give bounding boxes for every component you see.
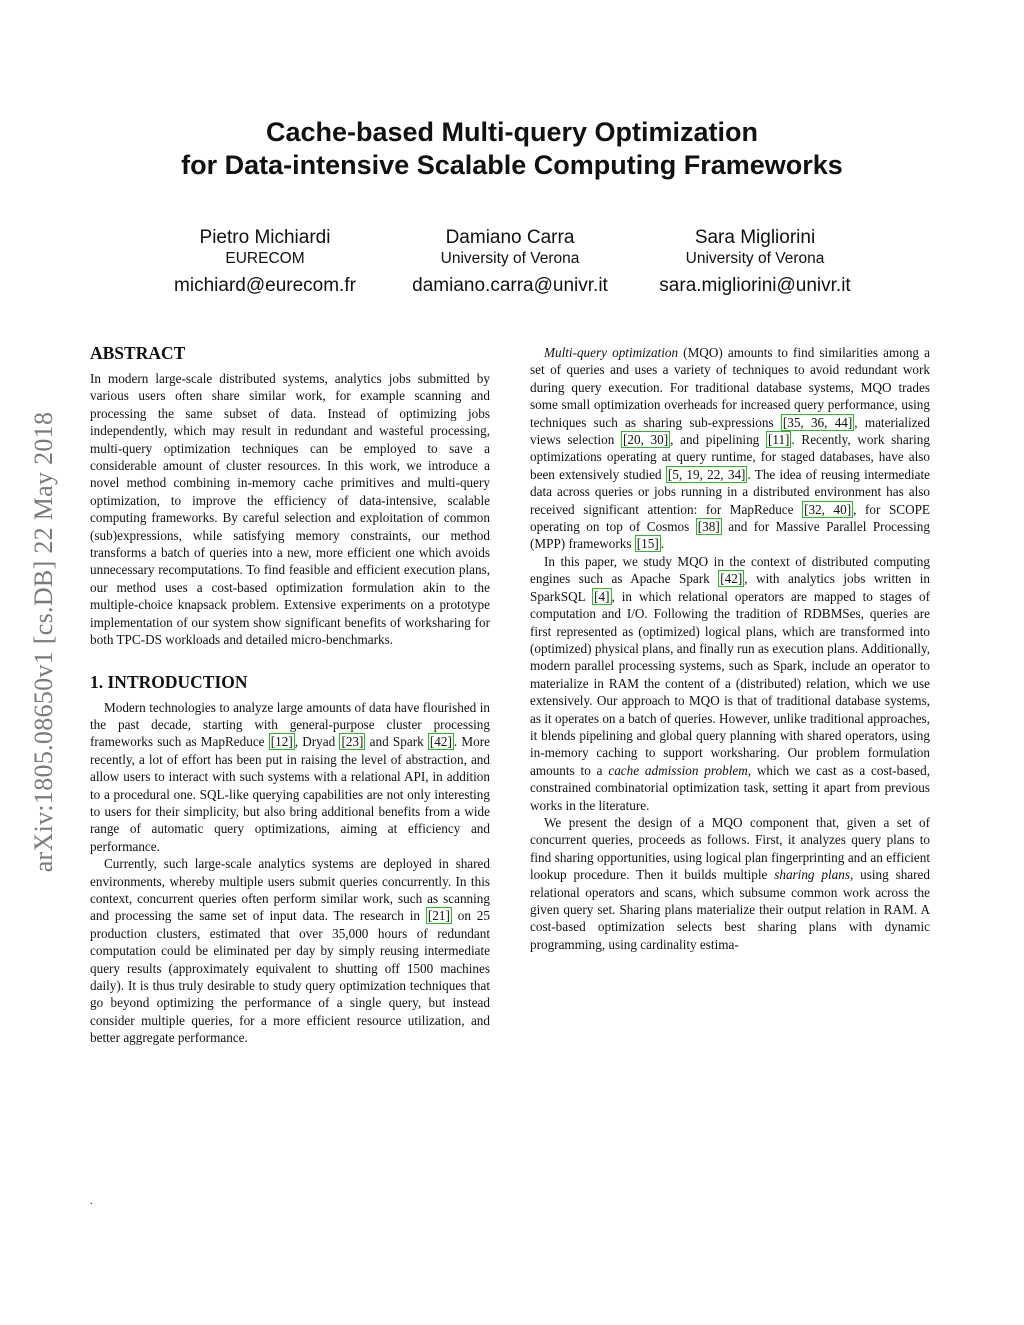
intro-paragraph-5: We present the design of a MQO component that, given a set of concurrent queries, proceeds as follows. First, it analyzes query plans to find sharing opportunities, using logical plan fingerprinting and an efficient lookup procedure. Then it builds multiple sharing plans, using shared relational operators and scans, which subsume common work across the given query set. Sharing plans materialize their output relation in RAM. A cost-based optimization selects best sharing plans with dynamic programming, using cardinality estima- (530, 814, 930, 952)
footer-mark: . (90, 1196, 93, 1207)
citation-link[interactable]: [38] (697, 519, 720, 535)
citation-link[interactable]: [35, 36, 44] (782, 414, 853, 430)
citation-link[interactable]: [5, 19, 22, 34] (667, 466, 746, 482)
right-column (530, 344, 930, 953)
author-name: Pietro Michiardi (199, 227, 331, 248)
author-email[interactable]: sara.migliorini@univr.it (659, 275, 851, 296)
citation-link[interactable]: [21] (427, 908, 450, 924)
citation-link[interactable]: [23] (341, 734, 364, 750)
author-affiliation: University of Verona (685, 250, 825, 267)
author-email[interactable]: michiard@eurecom.fr (174, 275, 356, 296)
citation-link[interactable]: [12] (270, 734, 293, 750)
author-email[interactable]: damiano.carra@univr.it (412, 275, 608, 296)
abstract-heading: ABSTRACT (90, 343, 186, 363)
paper-title (0, 116, 1024, 182)
author-block-2 (380, 226, 640, 298)
author-name: Damiano Carra (445, 227, 575, 248)
title-line-2: for Data-intensive Scalable Computing Frameworks (181, 150, 843, 180)
left-column (90, 342, 490, 1047)
arxiv-identifier[interactable]: arXiv:1805.08650v1 [cs.DB] 22 May 2018 (29, 411, 58, 873)
title-line-1: Cache-based Multi-query Optimization (265, 117, 759, 147)
citation-link[interactable]: [42] (429, 734, 452, 750)
intro-paragraph-3: Multi-query optimization (MQO) amounts to find similarities among a set of queries and uses a variety of techniques to avoid redundant work during query execution. For traditional database systems, MQO trades some small optimization overheads for increased query performance, using techniques such as sharing sub-expressions [35, 36, 44] , materialized views selection [20, 30] , and pipelining [11] . Recently, work sharing optimizations operating at query runtime, for staged databases, have also been extensively studied [5, 19, 22, 34] . The idea of reusing intermediate data across queries or jobs running in a distributed environment has also received significant attention: for MapReduce [32, 40] , for SCOPE operating on top of Cosmos [38] and for Massive Parallel Processing (MPP) frameworks [15] . (530, 345, 931, 552)
citation-link[interactable]: [32, 40] (804, 501, 852, 517)
intro-paragraph-4: In this paper, we study MQO in the context of distributed computing engines such as Apache Spark [42] , with analytics jobs written in SparkSQL [4] , in which relational operators are mapped to stages of computation and I/O. Following the tradition of RDBMSes, queries are first represented as (optimized) logical plans, which are transformed into (optimized) physical plans, and finally run as execution plans. Additionally, modern parallel processing systems, such as Spark, include an operator to materialize in RAM the content of a (distributed) relation, which we use extensively. Our approach to MQO is that of traditional database systems, as it operates on a batch of queries. However, unlike traditional approaches, it blends pipelining and global query planning with shared operators, using in-memory caching to support worksharing. Our problem formulation amounts to a cache admission problem, which we cast as a cost-based, constrained combinatorial optimization task, setting it apart from previous works in the literature. (530, 553, 930, 813)
author-block-3 (625, 226, 885, 298)
citation-link[interactable]: [15] (636, 536, 659, 552)
citation-link[interactable]: [42] (720, 571, 743, 587)
author-block-1 (135, 226, 395, 298)
intro-paragraph-2: Currently, such large-scale analytics systems are deployed in shared environments, whereby multiple users submit queries concurrently. In this context, concurrent queries often perform similar work, such as scanning and processing the same set of input data. The research in [21] on 25 production clusters, estimated that over 35,000 hours of redundant computation could be eliminated per day by simply reusing intermediate query results (approximately equivalent to shutting off 1500 machines daily). It is thus truly desirable to study query optimization techniques that go beyond optimizing the performance of a single query, but instead consider multiple queries, for a more efficient resource utilization, and better aggregate performance. (90, 856, 490, 1046)
arxiv-sidebar (27, 342, 61, 942)
abstract-text: In modern large-scale distributed systems, analytics jobs submitted by various users often share similar work, for example scanning and processing the same subset of data. Instead of optimizing jobs independently, which may result in redundant and wasteful processing, multi-query optimization techniques can be employed to save a considerable amount of cluster resources. In this work, we introduce a novel method combining in-memory cache primitives and multi-query optimization, to improve the efficiency of data-intensive, scalable computing frameworks. By careful selection and exploitation of common (sub)expressions, while satisfying memory constraints, our method transforms a batch of queries into a new, more efficient one which avoids unnecessary recomputations. To find feasible and efficient execution plans, our method uses a cost-based optimization formulation akin to the multiple-choice knapsack problem. Extensive experiments on a prototype implementation of our system show significant benefits of worksharing for both TPC-DS workloads and detailed micro-benchmarks. (90, 371, 490, 648)
introduction-heading: 1. INTRODUCTION (90, 671, 248, 692)
citation-link[interactable]: [11] (767, 432, 790, 448)
author-name: Sara Migliorini (694, 227, 816, 248)
intro-paragraph-1: Modern technologies to analyze large amounts of data have flourished in the past decade, starting with general-purpose cluster processing frameworks such as MapReduce [12] , Dryad [23] and Spark [42] . More recently, a lot of effort has been put in raising the level of abstraction, and allow users to interact with such systems with a relational API, in addition to a procedural one. SQL-like querying capabilities are not only interesting to users for their simplicity, but also bring additional benefits from a wide range of automatic query optimizations, aiming at efficiency and performance. (90, 699, 490, 854)
author-affiliation: University of Verona (440, 250, 580, 267)
author-affiliation: EURECOM (225, 250, 305, 267)
citation-link[interactable]: [20, 30] (622, 432, 669, 448)
citation-link[interactable]: [4] (594, 588, 610, 604)
